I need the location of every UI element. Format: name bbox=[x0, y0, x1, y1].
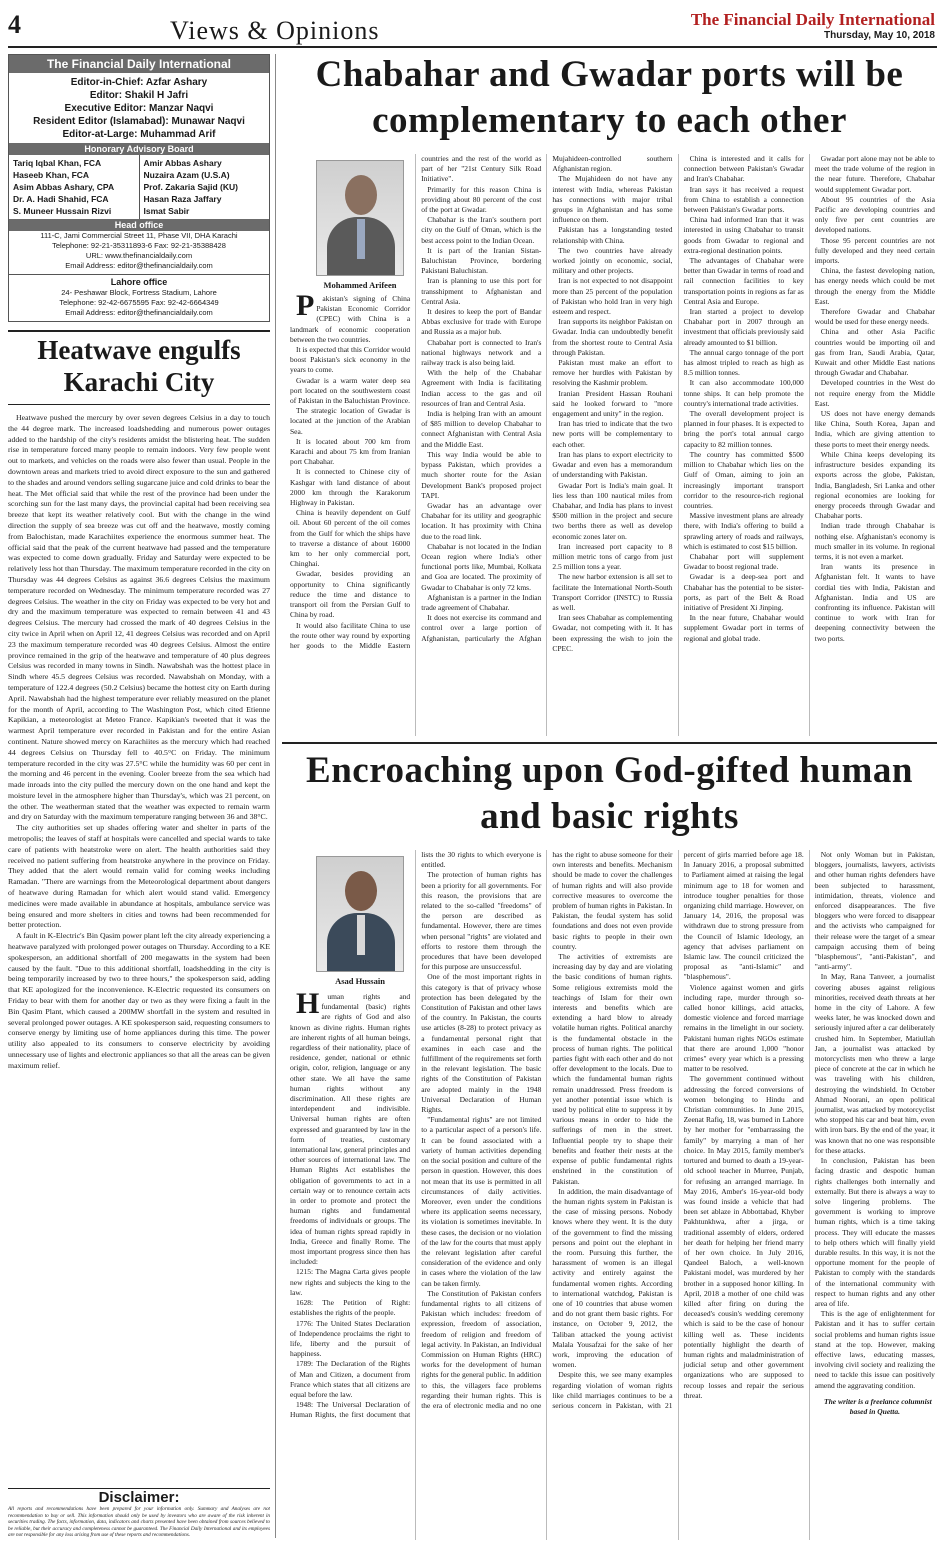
advisor: Nuzaira Azam (U.S.A) bbox=[143, 170, 230, 180]
paragraph: 1789: The Declaration of the Rights of Man and Citizen, a document from France which states that all citizens are equal before the law. bbox=[290, 1359, 411, 1399]
paragraph: Chabahar port will supplement Gwadar to boost regional trade. bbox=[683, 551, 804, 572]
paragraph: One of the most important rights in this category is that of privacy whose protection has been delegated by the Constitution of Pakistan and other laws of the country. In Pakistan, the courts use articles (8-28) to protect privacy as a fundamental personal right that examines in each case and the fulfillment of the requirements set forth in the relevant legislation. The basic rights of the Constitution of Pakistan are adopted mainly in the 1948 Universal Declaration of Human Rights. bbox=[421, 972, 542, 1115]
paragraph: 1948: The Universal Declaration of Human Rights, the first document that lists the 30 rights to which everyone is entitled. bbox=[290, 850, 542, 1420]
paragraph: Gwadar has an advantage over Chabahar for its utility and geographic location. It has proximity with China due to the road link. bbox=[421, 500, 542, 541]
photo-spacer bbox=[290, 154, 410, 294]
paragraph: The annual cargo tonnage of the port has almost tripled to reach as high as 8.5 million tonnes. bbox=[683, 347, 804, 378]
paragraph: China, the fastest developing nation, has energy needs which could be met through the energy from the Middle East. bbox=[814, 266, 935, 306]
paragraph: US does not have energy demands like China, South Korea, Japan and India, which are giving attention to these ports to meet their energy needs. bbox=[814, 409, 935, 449]
paragraph: Pakistan has a longstanding tested relationship with China. bbox=[552, 225, 673, 245]
heatwave-article-body bbox=[8, 405, 270, 1072]
author-name: Asad Hussain bbox=[335, 976, 385, 986]
article-1-headline: Chabahar and Gwadar ports will be complementary to each other bbox=[315, 54, 904, 141]
website-url[interactable]: URL: www.thefinancialdaily.com bbox=[85, 251, 193, 260]
paragraph: In addition, the main disadvantage of the human rights system in Pakistan is the case of missing persons. Nobody knows where they went. It is the duty of the government to find the missing persons and point out the elephant in the room. Pursuing this further, the harassment of women is an illegal activity and entirely against the fundamental women rights. According to international watchdog, Pakistan is one of 10 countries that abuse women and do not grant them basic rights. For instance, on October 9, 2012, the Taliban attacked the young activist Malala Yousafzai for the sake of her work, improving the education of women. bbox=[552, 1186, 673, 1370]
issue-date: Thursday, May 10, 2018 bbox=[824, 30, 935, 41]
paragraph: China is heavily dependent on Gulf oil. About 60 percent of the oil comes from the Gulf for which the ships have to traverse a distance of about 16000 km to her only commercial port, Chinghai. bbox=[290, 508, 411, 569]
staff-box bbox=[8, 54, 270, 322]
paragraph: The country has committed $500 million to Chabahar which lies on the Gulf of Oman, aiming to join an increasingly important transport corridor to the resource-rich regional countries. bbox=[683, 449, 804, 510]
paragraph: Human rights and fundamental (basic) rights are rights of God and also known as divine rights. Human rights are inherent rights of all human beings, regardless of their nationality, place of residence, gender, national or ethnic origin, color, religion, language or any other state. We all have the same human rights without any discrimination. All these rights are interdependent and indivisible. Universal human rights are often expressed and guaranteed by law in the form of treaties, customary international law, general principles and other sources of international law. The Human Rights Act establishes the obligation of governments to act in a certain way or to renounce certain acts in order to promote and protect the human rights and fundamental freedoms of individuals or groups. The idea of human rights spread rapidly in India, Greece and finally Rome. The most important progress since then has included: bbox=[290, 987, 411, 1267]
advisor: S. Muneer Hussain Rizvi bbox=[13, 206, 112, 216]
paragraph: The advantages of Chabahar were better than Gwadar in terms of road and rail connection facilities to key transportation points in regions as far as Central Asia and Europe. bbox=[683, 256, 804, 306]
paragraph: A fault in K-Electric's Bin Qasim power plant left the city already experiencing a heatwave paralyzed with prolonged power outages on Thursday. According to a KE spokesperson, an additional shortfall of 200 megawatts in the system had been caused by the fault. "Due to this additional shortfall, loadshedding in the city is being temporarily increased by two to three hours," the spokesperson said, adding that KE apologized for the inconvenience. K-Electric requested its consumers on Friday to bear with them for another day or two as they were fixing a fault in the Bin Qasim Plant, which caused a 200MW shortfall in the system and resulted in several prolonged power outages. A KE spokesperson said, requesting consumers to conserve energy by limiting use of home appliances during this time. The power utility also appealed to its consumers to conserve electricity by avoiding unnecessary use of lights and electronic appliances so that all the areas can be given maximum relief. bbox=[8, 931, 270, 1070]
section-title: Views & Opinions bbox=[170, 16, 380, 45]
page-number: 4 bbox=[8, 10, 21, 39]
disclaimer-box bbox=[8, 1488, 270, 1539]
paragraph: It can also accommodate 100,000 tonne ships. It can help promote the country's international trade activities. bbox=[683, 378, 804, 408]
paragraph: While China keeps developing its infrastructure besides expanding its exports across the globe, Pakistan, India, Bangladesh, Sri Lanka and other regional economies are looking for energy proceeds through Gwadar and Chabahar ports. bbox=[814, 449, 935, 521]
paragraph: Despite this, we see many examples regarding violation of woman rights like child marriages continues to be a serious concern in Pakistan, with 21 percent of girls married before age 18. In January 2016, a proposal submitted to Parliament aimed at raising the legal minimum age to 18 for women and introduce tougher penalties for those organizing child marriage. However, on January 14, 2016, the proposal was withdrawn due to strong pressure from the Council of Islamic Ideology, an agency that advises parliament on Islamic law. The council criticized the proposal as "anti-Islamic" and "blasphemous". bbox=[552, 850, 804, 1410]
advisor: Dr. A. Hadi Shahid, FCA bbox=[13, 194, 109, 204]
email-address[interactable]: Email Address: editor@thefinancialdaily.com bbox=[65, 261, 213, 270]
paragraph: China is interested and it calls for connection between Pakistan's Gwadar and Iran's Chabahar. bbox=[683, 154, 804, 184]
paragraph: The strategic location of Gwadar is located at the junction of the Arabian Sea. bbox=[290, 406, 411, 436]
paragraph: In conclusion, Pakistan has been facing drastic and despotic human rights challenges both internally and externally. But there is always a way to solve lingering problems. The government is working to improve human rights, which is a time taking process. They will educate the masses to help others which will finally yield durable results. In this way, it is not the opportune moment for the people of Pakistan to comply with the standards of the international community with respect to human rights and any other area of life. bbox=[814, 1156, 935, 1308]
paragraph: Iran has plans to export electricity to Gwadar and even has a memorandum of understanding with Pakistan. bbox=[552, 449, 673, 480]
paragraph: It is expected that this Corridor would boost Pakistan's sick economy in the years to come. bbox=[290, 345, 411, 375]
lahore-office-address bbox=[9, 288, 269, 321]
paragraph: With the help of the Chabahar Agreement with India is facilitating Indian access to the gas and oil resources of Iran and Central Asia. bbox=[421, 368, 542, 408]
paragraph: Iran sees Chabahar as complementing Gwadar, not competing with it. It has been expressing the wish to join the CPEC. bbox=[552, 613, 673, 653]
advisor: Ismat Sabir bbox=[143, 206, 190, 216]
paragraph: This is the age of enlightenment for Pakistan and it has to suffer certain social problems and human rights issue stand at the top. However, making effective laws, educating masses, involving civil society and realizing the need to tackle this issue can positively amend the aggravating condition. bbox=[814, 1309, 935, 1390]
paragraph: Gwadar, besides providing an opportunity to China significantly reduce the time and distance to transport oil from the Persian Gulf to China by road. bbox=[290, 569, 411, 620]
paragraph: 1776: The United States Declaration of Independence proclaims the right to life, liberty and the pursuit of happiness. bbox=[290, 1318, 411, 1359]
paragraph: The government continued without addressing the forced conversions of women belonging to Hindu and Christian communities. In June 2015, Zeenat Rafiq, 18, was burned in Lahore by her mother for "embarrassing the family" by marrying a man of her choice. In May 2015, family member's tortured and burned to death a 19-year-old school teacher in Murree, Punjab, for refusing an arranged marriage. In May 2016, Amber's 16-year-old body was found inside a vehicle that had been set ablaze in Abbottabad, Khyber Pakhtunkhwa, after a jirga, or traditional assembly of elders, ordered her death for helping her friend marry of her own choice. In July 2016, Qandeel Baloch, a well-known Pakistani model, was murdered by her brother in a supposed honor killing. In April, 2018 a mother of one child was killed after firing on during the deceased's cousin's wedding ceremony which is said to be the case of honour killing well as. These incidents potentially highlight the dearth of human rights and maladministration of judicial setup and other government organizations who are supposed to recoup losses and repair the serious threat. bbox=[683, 1074, 804, 1400]
paragraph: Gwadar is a deep-sea port and Chabahar has the potential to be sister-ports, as part of the Belt & Road initiative of President Xi Jinping. bbox=[683, 572, 804, 612]
paragraph: Iran supports its neighbor Pakistan on Gwadar. India can undoubtedly benefit from the shortest route to Central Asia through Pakistan. bbox=[552, 317, 673, 357]
paragraph: The activities of extremists are increasing day by day and are violating the basic conditions of human rights. Some religious extremists mold the teachings of Islam for their own interests and benefits which are extending a hard blow to already volatile human rights. Political anarchy is the fundamental obstacle in the process of human rights. The political parties fight with each other and do not offer development to the locals. Due to which the fundamental human rights remain unaddressed. Press freedom is yet another potential issue which is used by political elite to suppress it by various means in order to hide the sufferings of men in the street. Influential people try to shape their benefits and feather their nests at the expense of public fundamental rights enshrined in the constitution of Pakistan. bbox=[552, 952, 673, 1186]
column-divider bbox=[275, 54, 276, 1538]
paragraph: It desires to keep the port of Bandar Abbas exclusive for trade with Europe and Russia as a major hub. bbox=[421, 307, 542, 337]
paragraph: Iran is planning to use this port for transshipment to Afghanistan and Central Asia. bbox=[421, 276, 542, 306]
paragraph: Massive investment plans are already there, with India's offering to build a sprawling artery of roads and railways, which is estimated to cost $15 billion. bbox=[683, 511, 804, 551]
paragraph: It does not exercise its command and control over a large portion of Afghanistan, particularly the Afghan Mujahideen-controlled southern Afghanistan region. bbox=[421, 154, 673, 643]
paragraph: This way India would be able to bypass Pakistan, which provides a much shorter route for the Asian Development Bank's proposed project TAPI. bbox=[421, 449, 542, 500]
article-1-body bbox=[290, 154, 935, 736]
editor-line: Editor-in-Chief: Azfar Ashary bbox=[70, 77, 208, 88]
paragraph: Not only Woman but in Pakistan, bloggers, journalists, lawyers, activists and other human rights defenders have been subjected to harassment, intimidation, threats, violence and enforced disappearances. The five bloggers who were forced to disappear and the activists who campaigned for their release were the target of a smear campaign accusing them of being "blasphemous", "anti-Pakistan", and "anti-army". bbox=[814, 850, 935, 972]
paragraph: Afghanistan is a partner in the Indian trade agreement of Chabahar. bbox=[421, 592, 542, 612]
article-2-headline: Encroaching upon God-gifted human and basic rights bbox=[282, 742, 937, 840]
paragraph: It would also facilitate China to use the route other way round by exporting her goods to the Middle Eastern countries and the rest of the world as part of her "21st Century Silk Road Initiative". bbox=[290, 154, 542, 650]
paragraph: 1215: The Magna Carta gives people new rights and subjects the king to the law. bbox=[290, 1267, 411, 1297]
paragraph: Gwadar is a warm water deep sea port located on the southwestern coast of Pakistan in the Baluchistan Province. bbox=[290, 375, 411, 406]
paragraph: Iran wants its presence in Afghanistan felt. It wants to have cordial ties with India, Pakistan and Afghanistan. India and US are confronting its influence. Pakistan will continue to work with Iran for deepening connectivity between the two ports. bbox=[814, 562, 935, 643]
paragraph: In May, Rana Tanveer, a journalist covering abuses against religious minorities, received death threats at her home in the city of Lahore. A few weeks later, he was knocked down and seriously injured after a car deliberately crushed him. In September, Matiullah Jan, a journalist was attacked by motorcyclists men who threw a large piece of concrete at the car in which he was traveling with his children, destroying the windshield. In October Ahmad Noorani, an open political journalist, was attacked by motorcyclist who stopped his car and beat him, even with iron bars. By the end of the year, it was known that no one was responsible for these attacks. bbox=[814, 972, 935, 1155]
heatwave-headline: Heatwave engulfs Karachi City bbox=[8, 330, 270, 405]
advisors-right bbox=[140, 155, 270, 219]
paragraph: The Constitution of Pakistan confers fundamental rights to all citizens of Pakistan which includes: freedom of expression, freedom of association, freedom of religion and freedom of legal activity. In Pakistan, an Individual Commission on Human Rights (HRC) works for the development of human rights for the general public. In addition to this, the villagers face problems regarding their human rights. This is the era of electronic media and no one has the right to abuse someone for their own interests and benefits. Mechanism should be made to cover the challenges of human rights and will also provide corrective measures to overcome the problem of human rights in Pakistan. In Pakistan, the feudal system has solid foundations and does not even provide basic rights to people in their own country. bbox=[421, 850, 673, 1410]
paragraph: Pakistan's signing of China Pakistan Economic Corridor (CPEC) with China is a landmark of economic cooperation between the two countries. bbox=[290, 289, 411, 344]
advisor: Tariq Iqbal Khan, FCA bbox=[13, 158, 102, 168]
paragraph: China and other Asia Pacific countries would be importing oil and gas from Iran, Saudi Arabia, Qatar, Kuwait and other Middle East nations through Gwadar and Chabahar. bbox=[814, 327, 935, 378]
author-name: Mohammed Arifeen bbox=[323, 280, 397, 290]
paragraph: 1628: The Petition of Right: establishes the rights of the people. bbox=[290, 1298, 411, 1318]
paragraph: It is connected to Chinese city of Kashgar with land distance of about 2000 km through the Karakorum Highway in Pakistan. bbox=[290, 467, 411, 508]
paragraph: Gwadar Port is India's main goal. It lies less than 100 nautical miles from Chabahar, and India has plans to invest $500 million in the project and secure two berths there as well as develop economic zones later on. bbox=[552, 480, 673, 541]
paragraph: India is helping Iran with an amount of $85 million to develop Chabahar to connect Afghanistan with Central Asia and the Middle East. bbox=[421, 409, 542, 449]
paragraph: Iran started a project to develop Chabahar port in 2007 through an investment that officials previously said already amounted to $1 billion. bbox=[683, 307, 804, 347]
paragraph: The city authorities set up shades offering water and shelter in parts of the metropolis; the leaves of staff at hospitals were cancelled and special wards to take care of patients with heatstroke were on alert. The health authorities said they received no patient suffering from heatstroke anywhere in the province on Friday. They added that the alert would remain valid for coming weeks including Ramadan. "There are warnings from the Meteorological department about dangers of heatwave during Ramadan for which alert would stand valid. Emergency medicines were made available in abundance at hospitals, ambulance service was being ensured and more shelters in cities and towns had been recommended for better protection. bbox=[8, 823, 270, 930]
editor-line: Editor: Shakil H Jafri bbox=[89, 90, 189, 101]
paragraph: In the near future, Chabahar would supplement Gwadar port in terms of regional and global trade. bbox=[683, 613, 804, 643]
paragraph: Chabahar port is connected to Iran's national highways network and a railway track is also being laid. bbox=[421, 337, 542, 368]
paragraph: The overall development project is planned in four phases. It is expected to bring the port's total annual cargo capacity to 82 million tonnes. bbox=[683, 409, 804, 449]
advisory-board bbox=[9, 155, 269, 219]
photo-spacer bbox=[290, 850, 410, 992]
editors-list bbox=[9, 73, 269, 143]
address-line: Telephone: 92-21-35311893-6 Fax: 92-21-35388428 bbox=[52, 241, 226, 250]
paragraph: Iran increased port capacity to 8 million metric tons of cargo from just 2.5 million tons a year. bbox=[552, 541, 673, 572]
disclaimer-title: Disclaimer: bbox=[98, 1489, 180, 1506]
advisors-left bbox=[9, 155, 140, 219]
staff-box-header: The Financial Daily International bbox=[9, 55, 269, 73]
paragraph: Gwadar port alone may not be able to meet the trade volume of the region in the near future. Therefore, Chabahar would supplement Gwadar port. bbox=[814, 154, 935, 194]
head-office-address bbox=[9, 231, 269, 274]
editor-line: Resident Editor (Islamabad): Munawar Naqvi bbox=[33, 116, 245, 127]
paragraph: Heatwave pushed the mercury by over seven degrees Celsius in a day to touch the 44 degree mark. The increased loadshedding and numerous power outages added to the hardship of the city's residents amidst the blistering heat. The sudden rise in temperature forced many people to remain indoors. Very few people went out to markets, and vehicles on the roads were also fewer than usual. People in the downtown areas and markets tried to avoid direct exposure to the sun and gathered to the shades and around vendors selling sugarcane juice and cold drinks to bear the heat. The Met official said that while the rest of the province had been under the scorching sun for the last many days, the provincial capital had been receiving sea breeze that kept its weather relatively cool. But with the change in the wind direction the supply of sea breeze was cut off and the heatwave, mostly coming from Balochistan, made Karachiites experience the enormous summer heat. The official said that the peak of the current heatwave had passed and the temperature was expected to come down gradually. Friday and Saturday were expected to be relatively less hot than Thursday. The maximum temperature recorded in the city on Thursday was 44 degrees Celsius as against 36.6 degrees Celsius the maximum temperature recorded on Wednesday. The minimum temperature recorded was 27 degrees Celsius. The weather in the city on Friday was expected to be very hot and dry and the maximum temperature was expected to remain between 41 and 43 degrees Celsius. The mercury had crossed the mark of 40 degrees Celsius in the city twice in April when on April 12, 41 degrees Celsius was recorded and on April 23 the maximum temperature recorded was 40 degrees Celsius. Almost the entire province remained in the grip of the heatwave and temperature of 40 plus degrees Celsius was recorded in many towns in Sindh. Nawabshah was the hottest place in Sindh where 45.5 degrees Celsius was recorded. Nawabshah on Monday, with a temperature of 122.4 degrees (50.2 Celsius) became the hottest city on Earth during April. Nawabshah had the highest temperature ever reliably measured on the planet for the month of April, according to The Washington Post, which cited Etienne Kapikian, a meteorologist at Meteo France. Kapikian's tweeted that it was the warmest April temperature ever recorded in Pakistan and for the entire Asian continent. Nature showed mercy on Karachiites as the mercury which had reached 44 degrees Celsius on Thursday fell to 40.5°C on Friday. The minimum temperature recorded in the city was 27.5°C while the humidity was 60 per cent in the morning and 46 percent in the evening. Cooler breeze from the sea which had made inroads into the city pulled the mercury down on the one hand and kept the moisture level in the atmosphere higher than Thursday's, which was 21 percent, on the other. The weatherman stated that the weather was expected to remain warm and dry on Saturday with the maximum temperature ranging between 36 and 38°C. bbox=[8, 413, 270, 822]
paragraph: The protection of human rights has been a priority for all governments. For this reason, the provisions that are related to the so-called "freedoms" of the person are described as fundamental. However, there are times when personal "rights" are violated and efforts to restore them through the procedures that have been developed for this purpose are unsuccessful. bbox=[421, 870, 542, 972]
advisor: Hasan Raza Jaffary bbox=[143, 194, 222, 204]
left-column bbox=[8, 54, 270, 1484]
paragraph: Those 95 percent countries are not fully developed and they need certain imports. bbox=[814, 235, 935, 266]
paragraph: The Mujahideen do not have any interest with India, whereas Pakistan has connections with major tribal groups in Afghanistan and has some influence on them. bbox=[552, 174, 673, 225]
paragraph: Violence against women and girls including rape, murder through so-called honor killings, acid attacks, domestic violence and forced marriage remains in the limelight in our society. Pakistani human rights NGOs estimate that there are around 1,000 "honor crimes" every year which is a pressing matter to be resolved. bbox=[683, 982, 804, 1074]
advisor: Amir Abbas Ashary bbox=[143, 158, 222, 168]
article-2-body bbox=[290, 850, 935, 1540]
top-rule bbox=[8, 46, 937, 48]
paragraph: Developed countries in the West do not require energy from the Middle East. bbox=[814, 378, 935, 408]
author-note: The writer is a freelance columnist based in Quetta. bbox=[823, 1396, 932, 1416]
paragraph: China had informed Iran that it was interested in using Chabahar to transit goods from Gwadar to regional and extra-regional destination points. bbox=[683, 215, 804, 255]
masthead bbox=[691, 10, 935, 41]
paragraph: Therefore Gwadar and Chabahar would be used for these energy needs. bbox=[814, 307, 935, 327]
paragraph: It is part of the Iranian Sistan-Baluchistan Province, bordering Pakistani Baluchistan. bbox=[421, 245, 542, 276]
email-address[interactable]: Email Address: editor@thefinancialdaily.com bbox=[65, 308, 213, 317]
paragraph: It is located about 700 km from Karachi and about 75 km from Iranian port Chabahar. bbox=[290, 436, 411, 467]
lahore-office-header: Lahore office bbox=[9, 274, 269, 288]
advisor: Asim Abbas Ashary, CPA bbox=[13, 182, 115, 192]
paragraph: Iran has tried to indicate that the two new ports will be complementary to each other. bbox=[552, 419, 673, 449]
paragraph: "Fundamental rights" are not limited to a particular aspect of a person's life. It can be found associated with a variety of human activities depending on the social position and culture of the person in question. However, this does not mean that its use is permitted in all circumstances of daily activities. Moreover, even under the conditions where its application seems necessary, its violation is sometimes inevitable. In these cases, the decision or no violation of the law for the courts that must apply the relevant legislation after careful consideration of the evidence and only in cases where the violation of the law can be taken firmly. bbox=[421, 1115, 542, 1288]
paper-name: The Financial Daily International bbox=[690, 10, 935, 29]
paragraph: Chabahar is the Iran's southern port city on the Gulf of Oman, which is the best access point to the Indian Ocean. bbox=[421, 215, 542, 245]
address-line: 24- Peshawar Block, Fortress Stadium, Lahore bbox=[61, 288, 217, 297]
advisory-board-header: Honorary Advisory Board bbox=[9, 143, 269, 155]
paragraph: Chabahar is not located in the Indian Ocean region where India's other functional ports like, Mumbai, Kolkata and Goa are located. The proximity of Gwadar to Chabahar is only 72 kms. bbox=[421, 541, 542, 592]
advisor: Prof. Zakaria Sajid (KU) bbox=[143, 182, 238, 192]
paragraph: Iranian President Hassan Rouhani said he looked forward to "more engagement and unity" in the region. bbox=[552, 388, 673, 419]
editor-line: Executive Editor: Manzar Naqvi bbox=[64, 103, 214, 114]
paragraph: Primarily for this reason China is providing about 80 percent of the cost of the port at Gwadar. bbox=[421, 184, 542, 215]
paragraph: The two countries have already worked jointly on economic, social, military and other projects. bbox=[552, 245, 673, 276]
advisor: Haseeb Khan, FCA bbox=[13, 170, 90, 180]
head-office-header: Head office bbox=[9, 219, 269, 231]
address-line: 111-C, Jami Commercial Street 11, Phase VII, DHA Karachi bbox=[40, 231, 238, 240]
paragraph: About 95 countries of the Asia Pacific are developing countries and only five per cent countries are developed nations. bbox=[814, 194, 935, 235]
paragraph: The new harbor extension is all set to facilitate the International North-South Transport Corridor (INSTC) to Russia as well. bbox=[552, 572, 673, 612]
paragraph: Pakistan must make an effort to remove her hurdles with Pakistan by resolving the Kashmir problem. bbox=[552, 358, 673, 388]
disclaimer-text: All reports and recommendations have been prepared for your information only. Summary and Analyses are not recommendation to buy or sell. This information should only be used by investors who are aware of the risk inherent in securities trading. The facts, information, data, indicators and charts presented have been obtained from sources believed to be reliable, but their accuracy and completeness cannot be guaranteed. The Financial Daily International and its employees are not responsible for any loss arising from use of these reports and recommendations. bbox=[8, 1506, 270, 1539]
address-line: Telephone: 92-42-6675595 Fax: 92-42-6664349 bbox=[59, 298, 219, 307]
editor-line: Editor-at-Large: Muhammad Arif bbox=[62, 129, 216, 140]
paragraph: Iran says it has received a request from China to establish a connection between Pakistan's Gwadar ports. bbox=[683, 184, 804, 215]
paragraph: Iran is not expected to not disappoint more than 25 percent of the population of Pakistan who hold Iran in very high esteem and respect. bbox=[552, 276, 673, 317]
paragraph: Indian trade through Chabahar is nothing else. Afghanistan's economy is much smaller in its volume. In regional terms, it is not even a market. bbox=[814, 521, 935, 561]
